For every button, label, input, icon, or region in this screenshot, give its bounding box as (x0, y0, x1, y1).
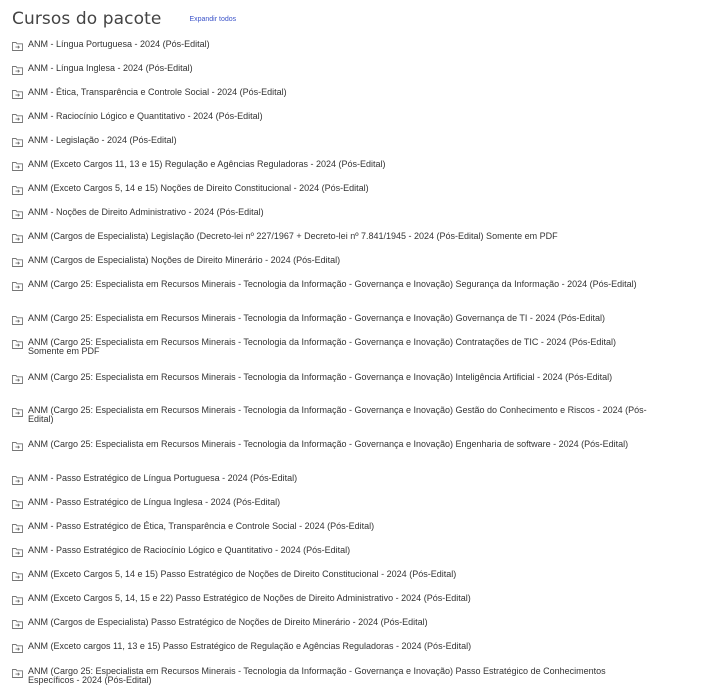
folder-icon (12, 668, 23, 678)
course-item[interactable] (12, 208, 652, 219)
folder-icon (12, 315, 23, 325)
course-item-label: ANM (Exceto Cargos 5, 14 e 15) Noções de Direito Constitucional - 2024 (Pós-Edital) (28, 183, 369, 193)
course-item-label: ANM - Passo Estratégico de Ética, Transparência e Controle Social - 2024 (Pós-Edital) (28, 521, 375, 531)
course-item-label: ANM - Raciocínio Lógico e Quantitativo - 2024 (Pós-Edital) (28, 111, 263, 121)
course-item[interactable] (12, 594, 652, 605)
course-item-label: ANM - Passo Estratégico de Língua Inglesa - 2024 (Pós-Edital) (28, 497, 281, 507)
folder-icon (12, 499, 23, 509)
folder-icon (12, 571, 23, 581)
course-item[interactable] (12, 373, 652, 384)
course-item-label: ANM (Cargo 25: Especialista em Recursos Minerais - Tecnologia da Informação - Governança e Inovação) Governança de TI - 2024 (Pós-Edital) (28, 313, 605, 323)
course-item[interactable] (12, 642, 652, 653)
course-item[interactable] (12, 88, 652, 99)
course-item[interactable] (12, 338, 652, 356)
course-item-label: ANM - Legislação - 2024 (Pós-Edital) (28, 135, 177, 145)
course-item-label: ANM (Exceto Cargos 11, 13 e 15) Regulação e Agências Reguladoras - 2024 (Pós-Edital) (28, 159, 386, 169)
course-item-label: ANM (Cargo 25: Especialista em Recursos Minerais - Tecnologia da Informação - Governança e Inovação) Passo Estratégico de Conhecimentos Específicos - 2024 (Pós-Edital) (28, 666, 606, 685)
folder-icon (12, 185, 23, 195)
course-item[interactable] (12, 546, 652, 557)
course-item-label: ANM - Passo Estratégico de Raciocínio Lógico e Quantitativo - 2024 (Pós-Edital) (28, 545, 351, 555)
course-item-label: ANM (Exceto Cargos 5, 14 e 15) Passo Estratégico de Noções de Direito Constitucional - 2024 (Pós-Edital) (28, 569, 457, 579)
course-item-label: ANM (Cargos de Especialista) Noções de Direito Minerário - 2024 (Pós-Edital) (28, 255, 341, 265)
folder-icon (12, 137, 23, 147)
folder-icon (12, 595, 23, 605)
course-item-label: ANM (Cargo 25: Especialista em Recursos Minerais - Tecnologia da Informação - Governança e Inovação) Inteligência Artificial - 2024 (Pós-Edital) (28, 372, 613, 382)
folder-icon (12, 257, 23, 267)
folder-icon (12, 643, 23, 653)
course-item[interactable] (12, 522, 652, 533)
course-item[interactable] (12, 314, 652, 325)
course-item-label: ANM (Cargos de Especialista) Passo Estratégico de Noções de Direito Minerário - 2024 (Pós-Edital) (28, 617, 428, 627)
course-item[interactable] (12, 160, 652, 171)
course-item[interactable] (12, 618, 652, 629)
course-package-header (12, 9, 236, 29)
course-item-label: ANM (Cargo 25: Especialista em Recursos Minerais - Tecnologia da Informação - Governança e Inovação) Segurança da Informação - 2024 (Pós-Edital) (28, 279, 637, 289)
course-item-label: ANM - Noções de Direito Administrativo - 2024 (Pós-Edital) (28, 207, 264, 217)
folder-icon (12, 619, 23, 629)
expand-all-link[interactable]: Expandir todos (189, 16, 237, 23)
course-item[interactable] (12, 112, 652, 123)
folder-icon (12, 89, 23, 99)
course-item-label: ANM - Ética, Transparência e Controle Social - 2024 (Pós-Edital) (28, 87, 287, 97)
folder-icon (12, 209, 23, 219)
folder-icon (12, 475, 23, 485)
course-item[interactable] (12, 232, 652, 243)
course-item-label: ANM - Língua Inglesa - 2024 (Pós-Edital) (28, 63, 193, 73)
folder-icon (12, 339, 23, 349)
course-item-label: ANM (Cargo 25: Especialista em Recursos Minerais - Tecnologia da Informação - Governança e Inovação) Engenharia de software - 2024 (Pós-Edital) (28, 439, 629, 449)
folder-icon (12, 547, 23, 557)
course-item[interactable] (12, 40, 652, 51)
course-item[interactable] (12, 406, 652, 424)
course-item-label: ANM (Cargo 25: Especialista em Recursos Minerais - Tecnologia da Informação - Governança e Inovação) Gestão do Conhecimento e Riscos - 2024 (Pós-Edital) (28, 405, 647, 424)
folder-icon (12, 41, 23, 51)
folder-icon (12, 233, 23, 243)
folder-icon (12, 374, 23, 384)
course-item[interactable] (12, 474, 652, 485)
course-item-label: ANM (Cargos de Especialista) Legislação (Decreto-lei nº 227/1967 + Decreto-lei nº 7.841/1945 - 2024 (Pós-Edital) Somente em PDF (28, 231, 558, 241)
course-item-label: ANM (Exceto cargos 11, 13 e 15) Passo Estratégico de Regulação e Agências Reguladoras - 2024 (Pós-Edital) (28, 641, 472, 651)
course-item[interactable] (12, 667, 652, 685)
course-item[interactable] (12, 184, 652, 195)
course-item[interactable] (12, 256, 652, 267)
folder-icon (12, 161, 23, 171)
folder-icon (12, 113, 23, 123)
course-item[interactable] (12, 136, 652, 147)
folder-icon (12, 523, 23, 533)
course-item-label: ANM (Exceto Cargos 5, 14, 15 e 22) Passo Estratégico de Noções de Direito Administrativo - 2024 (Pós-Edital) (28, 593, 471, 603)
course-item-label: ANM - Língua Portuguesa - 2024 (Pós-Edital) (28, 39, 210, 49)
course-item-label: ANM (Cargo 25: Especialista em Recursos Minerais - Tecnologia da Informação - Governança e Inovação) Contratações de TIC - 2024 (Pós-Edital) Somente em PDF (28, 337, 616, 356)
folder-icon (12, 441, 23, 451)
page-title: Cursos do pacote (12, 9, 162, 29)
folder-icon (12, 407, 23, 417)
course-item[interactable] (12, 570, 652, 581)
course-item[interactable] (12, 64, 652, 75)
course-item[interactable] (12, 280, 652, 291)
course-item[interactable] (12, 498, 652, 509)
course-item[interactable] (12, 440, 652, 451)
folder-icon (12, 281, 23, 291)
folder-icon (12, 65, 23, 75)
course-item-label: ANM - Passo Estratégico de Língua Portuguesa - 2024 (Pós-Edital) (28, 473, 298, 483)
